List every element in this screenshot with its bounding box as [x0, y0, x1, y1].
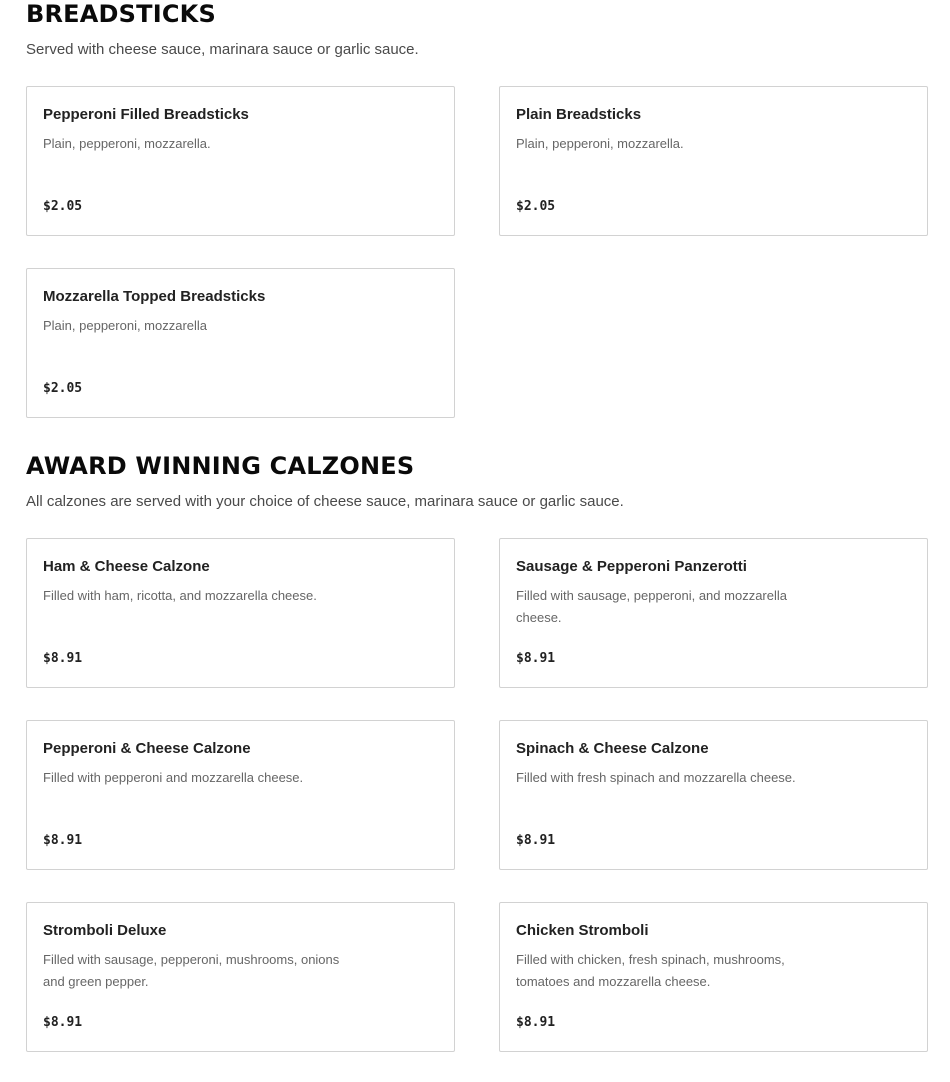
menu-item-card[interactable]: [26, 902, 455, 1052]
menu-item-card[interactable]: [26, 720, 455, 870]
menu-item-name: Chicken Stromboli: [516, 922, 649, 939]
menu-item-name: Pepperoni & Cheese Calzone: [43, 740, 251, 757]
menu-item-card[interactable]: [26, 268, 455, 418]
menu-item-card[interactable]: [499, 86, 928, 236]
menu-item-card[interactable]: [499, 902, 928, 1052]
section-subtitle-calzones: All calzones are served with your choice of cheese sauce, marinara sauce or garlic sauce.: [26, 493, 624, 510]
section-title-calzones: AWARD WINNING CALZONES: [26, 452, 415, 480]
menu-item-card[interactable]: [26, 538, 455, 688]
menu-item-description: Filled with sausage, pepperoni, and mozzarella cheese.: [516, 588, 787, 625]
menu-item-description: Filled with chicken, fresh spinach, mushrooms, tomatoes and mozzarella cheese.: [516, 952, 785, 989]
menu-item-card[interactable]: [499, 720, 928, 870]
menu-item-description: Plain, pepperoni, mozzarella.: [516, 136, 684, 151]
menu-item-name: Stromboli Deluxe: [43, 922, 167, 939]
menu-item-description: Plain, pepperoni, mozzarella.: [43, 136, 211, 151]
menu-item-price: $2.05: [43, 199, 83, 214]
menu-item-description: Filled with pepperoni and mozzarella cheese.: [43, 770, 304, 785]
menu-item-price: $8.91: [516, 833, 556, 848]
menu-item-card[interactable]: [499, 538, 928, 688]
menu-item-price: $8.91: [43, 1015, 83, 1030]
menu-item-card[interactable]: [26, 86, 455, 236]
menu-item-name: Mozzarella Topped Breadsticks: [43, 288, 266, 305]
menu-item-description: Filled with ham, ricotta, and mozzarella cheese.: [43, 588, 317, 603]
menu-item-price: $8.91: [516, 651, 556, 666]
menu-item-name: Ham & Cheese Calzone: [43, 558, 210, 575]
menu-item-name: Pepperoni Filled Breadsticks: [43, 106, 249, 123]
menu-item-description: Plain, pepperoni, mozzarella: [43, 318, 208, 333]
menu-item-name: Plain Breadsticks: [516, 106, 642, 123]
menu-item-name: Spinach & Cheese Calzone: [516, 740, 709, 757]
menu-item-price: $2.05: [43, 381, 83, 396]
section-title-breadsticks: BREADSTICKS: [26, 0, 216, 28]
section-subtitle-breadsticks: Served with cheese sauce, marinara sauce or garlic sauce.: [26, 41, 419, 58]
menu-item-price: $8.91: [516, 1015, 556, 1030]
menu-item-description: Filled with fresh spinach and mozzarella cheese.: [516, 770, 796, 785]
menu-item-description: Filled with sausage, pepperoni, mushrooms, onions and green pepper.: [43, 952, 340, 989]
menu-item-name: Sausage & Pepperoni Panzerotti: [516, 558, 747, 575]
menu-item-price: $2.05: [516, 199, 556, 214]
menu-item-price: $8.91: [43, 651, 83, 666]
menu-item-price: $8.91: [43, 833, 83, 848]
